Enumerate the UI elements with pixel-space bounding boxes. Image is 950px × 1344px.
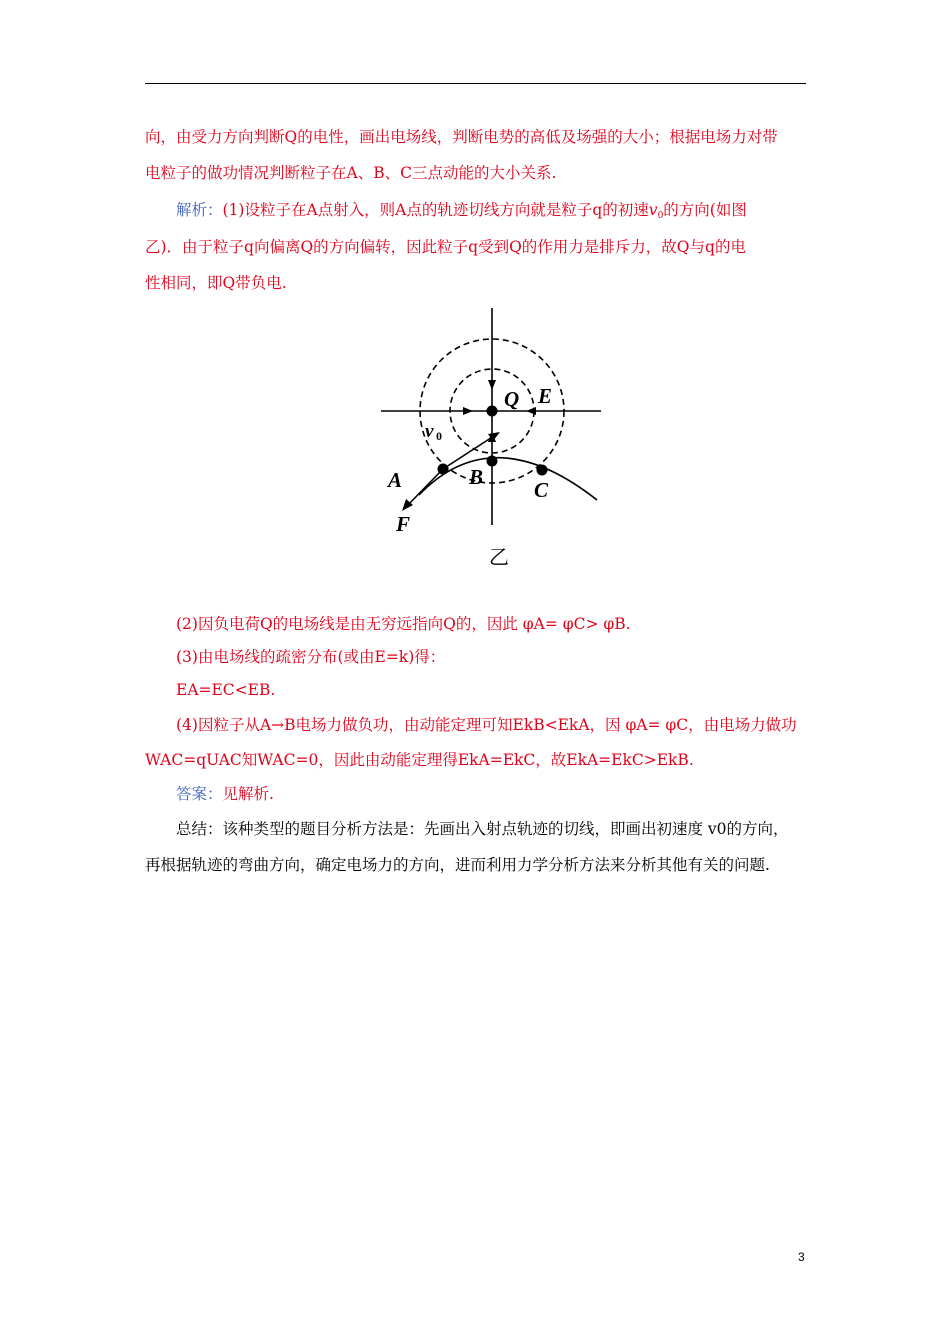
text-line-7: (3)由电场线的疏密分布(或由E=k)得： — [176, 648, 446, 666]
analysis-text-tail: 的方向(如图 — [663, 201, 747, 219]
arrow-left — [526, 407, 536, 415]
text-line-1: 向，由受力方向判断Q的电性，画出电场线，判断电势的高低及场强的大小；根据电场力对带 — [145, 128, 778, 146]
label-E: E — [538, 384, 553, 408]
figure-caption: 乙 — [489, 545, 509, 569]
text-line-5: 性相同，即Q带负电. — [145, 274, 287, 292]
trajectory-curve — [419, 458, 597, 500]
force-arrow — [405, 469, 443, 508]
answer-label: 答案： — [176, 785, 223, 803]
analysis-text: (1)设粒子在A点射入，则A点的轨迹切线方向就是粒子q的初速 — [222, 201, 649, 219]
text-line-8: EA=EC<EB. — [176, 681, 276, 699]
text-line-4: 乙)．由于粒子q向偏离Q的方向偏转，因此粒子q受到Q的作用力是排斥力，故Q与q的电 — [145, 238, 746, 256]
label-A: A — [388, 468, 403, 492]
text-line-9: (4)因粒子从A→B电场力做负功，由动能定理可知EkB<EkA，因 φA= φC，由电场力做功 — [176, 716, 797, 734]
page-number: 3 — [798, 1250, 805, 1264]
point-C-dot — [537, 465, 548, 476]
label-Q: Q — [504, 387, 520, 411]
point-A-dot — [438, 464, 449, 475]
point-B-dot — [487, 456, 498, 467]
label-B: B — [469, 465, 484, 489]
text-line-11 — [176, 784, 274, 804]
label-C: C — [534, 478, 549, 502]
analysis-label: 解析： — [176, 201, 223, 219]
text-line-6: (2)因负电荷Q的电场线是由无穷远指向Q的，因此 φA= φC> φB. — [176, 615, 631, 633]
text-line-3 — [176, 200, 747, 226]
label-F: F — [396, 512, 411, 536]
arrow-right — [463, 407, 473, 415]
field-diagram — [375, 300, 605, 575]
label-v-sub: 0 — [436, 429, 442, 443]
answer-text: 见解析. — [222, 785, 274, 803]
v0-symbol: v — [648, 201, 658, 219]
label-v: v — [425, 421, 434, 442]
text-line-12: 总结：该种类型的题目分析方法是：先画出入射点轨迹的切线，即画出初速度 v0的方向， — [176, 820, 789, 838]
text-line-10: WAC=qUAC知WAC=0，因此由动能定理得EkA=EkC，故EkA=EkC>EkB. — [145, 751, 694, 769]
v0-subscript: 0 — [657, 211, 664, 221]
text-line-13: 再根据轨迹的弯曲方向，确定电场力的方向，进而利用力学分析方法来分析其他有关的问题. — [145, 856, 770, 874]
header-rule — [145, 83, 806, 84]
charge-Q-dot — [487, 406, 498, 417]
arrow-down — [488, 380, 496, 390]
text-line-2: 电粒子的做功情况判断粒子在A、B、C三点动能的大小关系. — [145, 164, 557, 182]
